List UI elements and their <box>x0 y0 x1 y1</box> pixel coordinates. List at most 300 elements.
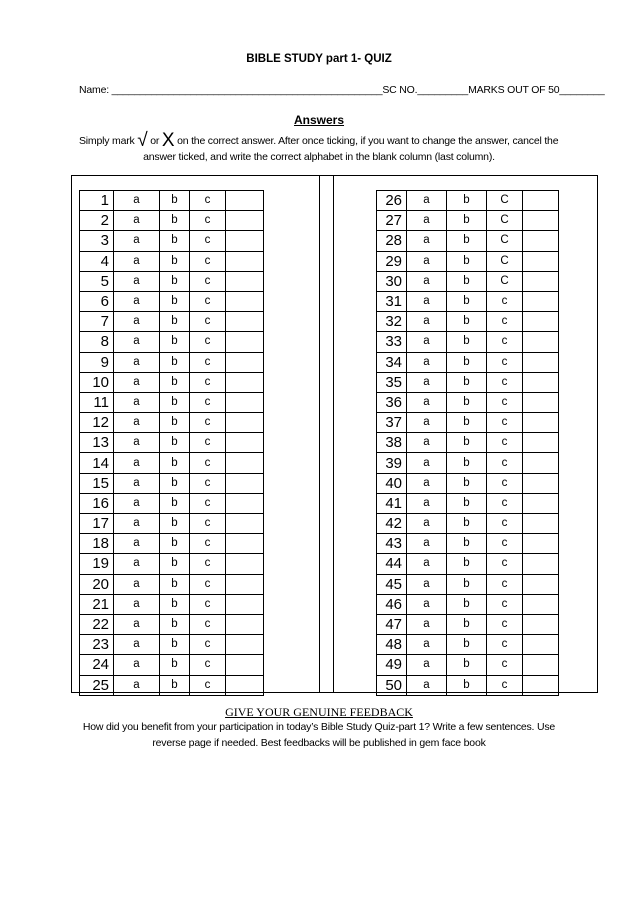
option-c[interactable]: C <box>487 191 523 211</box>
option-b[interactable]: b <box>447 312 487 332</box>
table-row <box>377 655 559 675</box>
option-a[interactable]: a <box>407 514 447 534</box>
table-row <box>377 534 559 554</box>
option-b[interactable]: b <box>160 534 190 554</box>
question-number: 42 <box>377 514 407 534</box>
option-a[interactable]: a <box>114 332 160 352</box>
table-row <box>377 372 559 392</box>
table-row <box>80 372 264 392</box>
question-number: 49 <box>377 655 407 675</box>
option-a[interactable]: a <box>114 493 160 513</box>
table-row <box>80 614 264 634</box>
table-row <box>377 312 559 332</box>
option-c[interactable]: c <box>190 554 226 574</box>
option-b[interactable]: b <box>160 312 190 332</box>
option-a[interactable]: a <box>114 413 160 433</box>
table-row <box>377 211 559 231</box>
correction-blank-cell[interactable] <box>226 291 264 311</box>
option-b[interactable]: b <box>160 514 190 534</box>
correction-blank-cell[interactable] <box>226 352 264 372</box>
option-b[interactable]: b <box>160 675 190 695</box>
question-number: 11 <box>80 392 114 412</box>
option-b[interactable]: b <box>160 352 190 372</box>
option-a[interactable]: a <box>407 352 447 372</box>
option-c[interactable]: c <box>487 534 523 554</box>
correction-blank-cell[interactable] <box>226 271 264 291</box>
correction-blank-cell[interactable] <box>226 614 264 634</box>
table-row <box>80 291 264 311</box>
check-mark-icon: √ <box>137 130 148 151</box>
option-a[interactable]: a <box>114 574 160 594</box>
name-sc-marks-line: Name: ________________________________________________SC NO._________MARKS OUT OF 50________ <box>79 84 605 96</box>
question-number: 1 <box>80 191 114 211</box>
correction-blank-cell[interactable] <box>226 312 264 332</box>
option-c[interactable]: c <box>487 453 523 473</box>
table-row <box>80 352 264 372</box>
table-row <box>80 655 264 675</box>
option-c[interactable]: c <box>190 453 226 473</box>
quiz-title: BIBLE STUDY part 1- QUIZ <box>246 53 392 65</box>
correction-blank-cell[interactable] <box>226 574 264 594</box>
table-row <box>80 534 264 554</box>
option-c[interactable]: c <box>190 291 226 311</box>
option-c[interactable]: c <box>487 635 523 655</box>
option-b[interactable]: b <box>447 392 487 412</box>
option-a[interactable]: a <box>114 554 160 574</box>
table-row <box>377 392 559 412</box>
table-row <box>80 574 264 594</box>
option-b[interactable]: b <box>447 614 487 634</box>
option-a[interactable]: a <box>407 534 447 554</box>
option-a[interactable]: a <box>114 473 160 493</box>
table-row <box>377 574 559 594</box>
option-b[interactable]: b <box>447 352 487 372</box>
question-number: 18 <box>80 534 114 554</box>
correction-blank-cell[interactable] <box>523 372 559 392</box>
option-a[interactable]: a <box>407 453 447 473</box>
option-c[interactable]: c <box>190 655 226 675</box>
correction-blank-cell[interactable] <box>226 231 264 251</box>
question-number: 21 <box>80 594 114 614</box>
option-c[interactable]: c <box>190 271 226 291</box>
table-row <box>80 413 264 433</box>
correction-blank-cell[interactable] <box>523 655 559 675</box>
option-a[interactable]: a <box>407 251 447 271</box>
option-b[interactable]: b <box>160 191 190 211</box>
option-b[interactable]: b <box>160 574 190 594</box>
option-a[interactable]: a <box>407 554 447 574</box>
option-a[interactable]: a <box>407 473 447 493</box>
option-c[interactable]: c <box>487 312 523 332</box>
option-b[interactable]: b <box>447 493 487 513</box>
table-row <box>80 675 264 695</box>
option-a[interactable]: a <box>407 493 447 513</box>
option-c[interactable]: c <box>487 392 523 412</box>
option-c[interactable]: c <box>487 614 523 634</box>
option-a[interactable]: a <box>407 271 447 291</box>
option-a[interactable]: a <box>407 332 447 352</box>
option-a[interactable]: a <box>114 312 160 332</box>
table-row <box>80 514 264 534</box>
option-b[interactable]: b <box>447 453 487 473</box>
option-b[interactable]: b <box>160 251 190 271</box>
correction-blank-cell[interactable] <box>523 392 559 412</box>
option-b[interactable]: b <box>447 675 487 695</box>
table-row <box>80 635 264 655</box>
instructions-prefix: Simply mark <box>79 135 138 147</box>
feedback-line-1: How did you benefit from your participation in today’s Bible Study Quiz-part 1? Write a few sentences. Use <box>82 721 556 733</box>
correction-blank-cell[interactable] <box>226 251 264 271</box>
table-row <box>377 413 559 433</box>
correction-blank-cell[interactable] <box>523 211 559 231</box>
option-a[interactable]: a <box>407 291 447 311</box>
option-b[interactable]: b <box>447 271 487 291</box>
question-number: 13 <box>80 433 114 453</box>
option-b[interactable]: b <box>447 554 487 574</box>
question-number: 38 <box>377 433 407 453</box>
option-b[interactable]: b <box>160 231 190 251</box>
table-row <box>80 433 264 453</box>
option-a[interactable]: a <box>114 352 160 372</box>
option-b[interactable]: b <box>160 271 190 291</box>
option-b[interactable]: b <box>447 433 487 453</box>
correction-blank-cell[interactable] <box>523 231 559 251</box>
table-row <box>80 211 264 231</box>
option-c[interactable]: C <box>487 251 523 271</box>
option-c[interactable]: c <box>190 594 226 614</box>
correction-blank-cell[interactable] <box>226 413 264 433</box>
question-number: 39 <box>377 453 407 473</box>
option-c[interactable]: c <box>190 514 226 534</box>
option-b[interactable]: b <box>447 413 487 433</box>
option-c[interactable]: c <box>487 574 523 594</box>
option-a[interactable]: a <box>114 514 160 534</box>
table-row <box>377 554 559 574</box>
correction-blank-cell[interactable] <box>226 493 264 513</box>
option-c[interactable]: c <box>487 473 523 493</box>
question-number: 37 <box>377 413 407 433</box>
question-number: 7 <box>80 312 114 332</box>
option-b[interactable]: b <box>160 594 190 614</box>
question-number: 50 <box>377 675 407 695</box>
correction-blank-cell[interactable] <box>523 614 559 634</box>
option-b[interactable]: b <box>160 473 190 493</box>
question-number: 2 <box>80 211 114 231</box>
table-row <box>80 453 264 473</box>
option-a[interactable]: a <box>114 291 160 311</box>
option-b[interactable]: b <box>447 291 487 311</box>
option-c[interactable]: c <box>487 291 523 311</box>
instructions-line-2: answer ticked, and write the correct alphabet in the blank column (last column). <box>143 151 495 163</box>
table-row <box>377 614 559 634</box>
question-number: 41 <box>377 493 407 513</box>
question-number: 20 <box>80 574 114 594</box>
option-c[interactable]: c <box>190 493 226 513</box>
option-c[interactable]: c <box>487 554 523 574</box>
question-number: 16 <box>80 493 114 513</box>
correction-blank-cell[interactable] <box>523 514 559 534</box>
question-number: 31 <box>377 291 407 311</box>
correction-blank-cell[interactable] <box>226 473 264 493</box>
option-c[interactable]: c <box>190 614 226 634</box>
correction-blank-cell[interactable] <box>523 534 559 554</box>
question-number: 3 <box>80 231 114 251</box>
option-c[interactable]: c <box>190 251 226 271</box>
question-number: 48 <box>377 635 407 655</box>
option-a[interactable]: a <box>114 271 160 291</box>
question-number: 5 <box>80 271 114 291</box>
option-b[interactable]: b <box>447 635 487 655</box>
correction-blank-cell[interactable] <box>226 554 264 574</box>
option-c[interactable]: c <box>190 392 226 412</box>
option-c[interactable]: c <box>190 312 226 332</box>
option-a[interactable]: a <box>114 594 160 614</box>
table-row <box>377 493 559 513</box>
option-a[interactable]: a <box>407 574 447 594</box>
table-row <box>80 554 264 574</box>
correction-blank-cell[interactable] <box>523 271 559 291</box>
option-b[interactable]: b <box>160 291 190 311</box>
option-b[interactable]: b <box>447 574 487 594</box>
correction-blank-cell[interactable] <box>226 372 264 392</box>
option-b[interactable]: b <box>447 473 487 493</box>
option-a[interactable]: a <box>407 655 447 675</box>
correction-blank-cell[interactable] <box>226 211 264 231</box>
correction-blank-cell[interactable] <box>226 433 264 453</box>
correction-blank-cell[interactable] <box>226 191 264 211</box>
option-c[interactable]: c <box>190 635 226 655</box>
option-a[interactable]: a <box>407 594 447 614</box>
correction-blank-cell[interactable] <box>523 332 559 352</box>
option-a[interactable]: a <box>407 614 447 634</box>
answers-heading: Answers <box>293 113 345 127</box>
option-b[interactable]: b <box>447 191 487 211</box>
option-c[interactable]: c <box>487 413 523 433</box>
table-row <box>80 473 264 493</box>
table-row <box>377 291 559 311</box>
option-a[interactable]: a <box>407 231 447 251</box>
answer-table-left <box>79 190 264 696</box>
option-c[interactable]: c <box>487 372 523 392</box>
correction-blank-cell[interactable] <box>226 332 264 352</box>
question-number: 33 <box>377 332 407 352</box>
question-number: 35 <box>377 372 407 392</box>
correction-blank-cell[interactable] <box>226 675 264 695</box>
option-c[interactable]: c <box>190 372 226 392</box>
correction-blank-cell[interactable] <box>226 534 264 554</box>
question-number: 36 <box>377 392 407 412</box>
correction-blank-cell[interactable] <box>523 191 559 211</box>
option-a[interactable]: a <box>407 211 447 231</box>
option-a[interactable]: a <box>407 635 447 655</box>
option-b[interactable]: b <box>160 433 190 453</box>
option-c[interactable]: C <box>487 231 523 251</box>
option-c[interactable]: c <box>487 433 523 453</box>
option-a[interactable]: a <box>114 191 160 211</box>
option-a[interactable]: a <box>114 211 160 231</box>
option-c[interactable]: c <box>190 675 226 695</box>
option-c[interactable]: c <box>487 493 523 513</box>
option-b[interactable]: b <box>447 534 487 554</box>
question-number: 30 <box>377 271 407 291</box>
question-number: 25 <box>80 675 114 695</box>
option-c[interactable]: c <box>190 211 226 231</box>
center-divider-right <box>333 175 334 693</box>
instructions-or: or <box>147 135 162 147</box>
option-b[interactable]: b <box>447 655 487 675</box>
option-b[interactable]: b <box>447 372 487 392</box>
option-b[interactable]: b <box>160 614 190 634</box>
option-b[interactable]: b <box>160 493 190 513</box>
question-number: 29 <box>377 251 407 271</box>
option-c[interactable]: c <box>190 191 226 211</box>
question-number: 32 <box>377 312 407 332</box>
option-a[interactable]: a <box>407 372 447 392</box>
option-c[interactable]: c <box>190 352 226 372</box>
option-a[interactable]: a <box>114 675 160 695</box>
question-number: 14 <box>80 453 114 473</box>
instructions-line-1 <box>79 130 558 152</box>
correction-blank-cell[interactable] <box>523 473 559 493</box>
option-c[interactable]: c <box>487 594 523 614</box>
option-b[interactable]: b <box>160 453 190 473</box>
option-a[interactable]: a <box>114 635 160 655</box>
table-row <box>377 635 559 655</box>
question-number: 8 <box>80 332 114 352</box>
option-c[interactable]: c <box>487 332 523 352</box>
correction-blank-cell[interactable] <box>226 392 264 412</box>
option-a[interactable]: a <box>407 191 447 211</box>
option-c[interactable]: c <box>190 332 226 352</box>
option-c[interactable]: C <box>487 271 523 291</box>
table-row <box>377 433 559 453</box>
option-c[interactable]: c <box>190 574 226 594</box>
table-row <box>80 493 264 513</box>
correction-blank-cell[interactable] <box>523 574 559 594</box>
option-c[interactable]: c <box>487 352 523 372</box>
option-a[interactable]: a <box>114 251 160 271</box>
option-b[interactable]: b <box>160 211 190 231</box>
question-number: 34 <box>377 352 407 372</box>
correction-blank-cell[interactable] <box>523 493 559 513</box>
correction-blank-cell[interactable] <box>523 413 559 433</box>
option-a[interactable]: a <box>114 231 160 251</box>
option-a[interactable]: a <box>407 392 447 412</box>
correction-blank-cell[interactable] <box>523 251 559 271</box>
table-row <box>377 271 559 291</box>
correction-blank-cell[interactable] <box>226 514 264 534</box>
table-row <box>80 231 264 251</box>
correction-blank-cell[interactable] <box>523 433 559 453</box>
option-c[interactable]: c <box>487 514 523 534</box>
table-row <box>377 453 559 473</box>
option-c[interactable]: c <box>190 231 226 251</box>
question-number: 23 <box>80 635 114 655</box>
correction-blank-cell[interactable] <box>523 453 559 473</box>
option-b[interactable]: b <box>447 251 487 271</box>
table-row <box>80 271 264 291</box>
question-number: 47 <box>377 614 407 634</box>
correction-blank-cell[interactable] <box>226 635 264 655</box>
option-b[interactable]: b <box>160 655 190 675</box>
correction-blank-cell[interactable] <box>523 312 559 332</box>
option-a[interactable]: a <box>407 312 447 332</box>
option-a[interactable]: a <box>114 655 160 675</box>
question-number: 45 <box>377 574 407 594</box>
correction-blank-cell[interactable] <box>226 453 264 473</box>
option-a[interactable]: a <box>114 433 160 453</box>
question-number: 40 <box>377 473 407 493</box>
correction-blank-cell[interactable] <box>523 635 559 655</box>
question-number: 24 <box>80 655 114 675</box>
correction-blank-cell[interactable] <box>523 352 559 372</box>
option-b[interactable]: b <box>160 332 190 352</box>
option-b[interactable]: b <box>160 372 190 392</box>
question-number: 46 <box>377 594 407 614</box>
option-a[interactable]: a <box>407 433 447 453</box>
option-b[interactable]: b <box>447 231 487 251</box>
option-c[interactable]: c <box>190 413 226 433</box>
question-number: 6 <box>80 291 114 311</box>
correction-blank-cell[interactable] <box>523 594 559 614</box>
option-a[interactable]: a <box>114 392 160 412</box>
option-c[interactable]: c <box>487 655 523 675</box>
option-b[interactable]: b <box>160 392 190 412</box>
table-row <box>377 352 559 372</box>
table-row <box>80 312 264 332</box>
option-c[interactable]: c <box>487 675 523 695</box>
table-row <box>377 514 559 534</box>
question-number: 19 <box>80 554 114 574</box>
option-c[interactable]: c <box>190 433 226 453</box>
option-b[interactable]: b <box>447 514 487 534</box>
option-c[interactable]: C <box>487 211 523 231</box>
option-a[interactable]: a <box>114 372 160 392</box>
table-row <box>377 473 559 493</box>
option-a[interactable]: a <box>407 675 447 695</box>
question-number: 44 <box>377 554 407 574</box>
option-b[interactable]: b <box>160 413 190 433</box>
correction-blank-cell[interactable] <box>523 554 559 574</box>
option-c[interactable]: c <box>190 534 226 554</box>
question-number: 9 <box>80 352 114 372</box>
option-b[interactable]: b <box>447 211 487 231</box>
option-c[interactable]: c <box>190 473 226 493</box>
option-a[interactable]: a <box>114 453 160 473</box>
option-a[interactable]: a <box>114 534 160 554</box>
table-row <box>377 231 559 251</box>
center-divider-left <box>319 175 320 693</box>
table-row <box>377 251 559 271</box>
correction-blank-cell[interactable] <box>226 655 264 675</box>
option-b[interactable]: b <box>160 635 190 655</box>
correction-blank-cell[interactable] <box>523 675 559 695</box>
feedback-title: GIVE YOUR GENUINE FEEDBACK <box>225 705 413 719</box>
instructions-suffix: on the correct answer. After once ticking, if you want to change the answer, cancel the <box>174 135 559 147</box>
option-b[interactable]: b <box>447 594 487 614</box>
option-a[interactable]: a <box>407 413 447 433</box>
option-b[interactable]: b <box>160 554 190 574</box>
question-number: 43 <box>377 534 407 554</box>
correction-blank-cell[interactable] <box>523 291 559 311</box>
table-row <box>80 191 264 211</box>
question-number: 17 <box>80 514 114 534</box>
option-b[interactable]: b <box>447 332 487 352</box>
question-number: 12 <box>80 413 114 433</box>
correction-blank-cell[interactable] <box>226 594 264 614</box>
table-row <box>377 191 559 211</box>
option-a[interactable]: a <box>114 614 160 634</box>
